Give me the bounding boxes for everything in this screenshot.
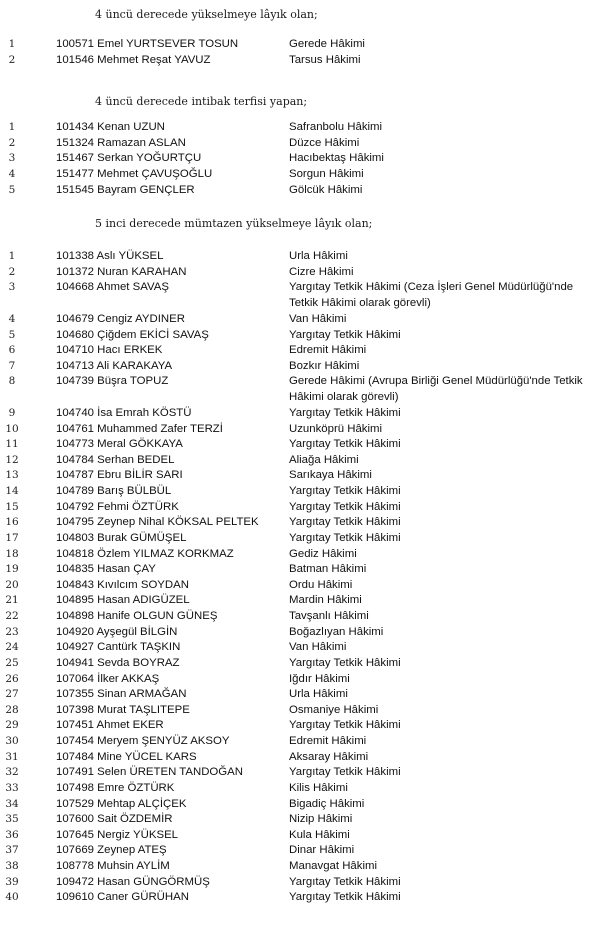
registry-and-name: 107669 Zeynep ATEŞ [56,844,167,857]
registry-and-name: 104787 Ebru BİLİR SARI [56,469,183,482]
list-item [0,672,600,687]
list-item [0,53,600,68]
item-number: 30 [5,735,19,747]
position-title: Yargıtay Tetkik Hâkimi [289,438,401,451]
item-number: 28 [5,703,19,716]
list-item [0,593,600,608]
list-item [0,437,600,452]
position-title: Van Hâkimi [289,641,347,654]
item-number: 4 [8,167,16,180]
list-item [0,781,600,796]
registry-and-name: 107454 Meryem ŞENYÜZ AKSOY [56,735,230,747]
item-number: 3 [8,152,16,165]
registry-and-name: 151545 Bayram GENÇLER [56,183,195,196]
registry-and-name: 104792 Fehmi ÖZTÜRK [56,500,179,513]
position-title: Gerede Hâkimi (Avrupa Birliği Genel Müdürlüğü'nde Tetkik Hâkimi olarak görevli) [289,375,583,403]
position-title: Tarsus Hâkimi [289,53,361,66]
registry-and-name: 104784 Serhan BEDEL [56,453,175,466]
registry-and-name: 107064 İlker AKKAŞ [56,672,160,685]
item-number: 31 [5,750,19,763]
registry-and-name: 104773 Meral GÖKKAYA [56,438,183,451]
list-item [0,167,600,182]
registry-and-name: 107529 Mehtap ALÇİÇEK [56,797,187,810]
position-title: Ordu Hâkimi [289,578,353,591]
position-title: Yargıtay Tetkik Hâkimi [289,485,401,498]
list-item [0,562,600,577]
item-number: 2 [8,53,16,66]
list-item [0,422,600,437]
list-item [0,312,600,327]
position-title: Edremit Hâkimi [289,344,367,357]
position-title: Yargıtay Tetkik Hâkimi [289,766,401,779]
item-number: 18 [5,547,19,560]
registry-and-name: 104920 Ayşegül BİLGİN [56,625,178,638]
registry-and-name: 104941 Sevda BOYRAZ [56,656,180,669]
list-item [0,812,600,827]
position-title: Nizip Hâkimi [289,813,353,826]
list-item [0,484,600,499]
position-title: Batman Hâkimi [289,563,367,576]
registry-and-name: 104835 Hasan ÇAY [56,563,156,576]
item-number: 38 [5,859,19,872]
registry-and-name: 100571 Emel YURTSEVER TOSUN [56,38,239,50]
item-number: 39 [5,875,19,888]
list-item [0,875,600,890]
registry-and-name: 104668 Ahmet SAVAŞ [56,281,169,294]
list-item [0,687,600,702]
position-title: Iğdır Hâkimi [289,672,350,685]
item-number: 8 [8,375,16,388]
section-heading: 4 üncü derecede intibak terfisi yapan; [95,95,308,108]
position-title: Edremit Hâkimi [289,735,367,747]
position-title: Urla Hâkimi [289,250,348,262]
item-number: 17 [5,531,19,544]
position-title: Yargıtay Tetkik Hâkimi (Ceza İşleri Genel Müdürlüğü'nde Tetkik Hâkimi olarak görevli) [289,281,574,309]
list-item [0,120,600,135]
registry-and-name: 104789 Barış BÜLBÜL [56,485,172,498]
registry-and-name: 101546 Mehmet Reşat YAVUZ [56,53,211,66]
item-number: 2 [8,136,16,149]
registry-and-name: 104843 Kıvılcım SOYDAN [56,578,189,591]
item-number: 3 [8,281,16,294]
registry-and-name: 104803 Burak GÜMÜŞEL [56,531,187,544]
item-number: 40 [5,891,19,904]
registry-and-name: 107355 Sinan ARMAĞAN [56,688,187,701]
registry-and-name: 107398 Murat TAŞLITEPE [56,703,190,716]
item-number: 26 [5,672,19,685]
position-title: Urla Hâkimi [289,688,348,701]
item-number: 10 [5,422,19,435]
position-title: Gölcük Hâkimi [289,183,363,196]
list-item [0,406,600,421]
position-title: Kilis Hâkimi [289,781,348,794]
registry-and-name: 107645 Nergiz YÜKSEL [56,828,178,841]
position-title: Tavşanlı Hâkimi [289,610,369,622]
registry-and-name: 104740 İsa Emrah KÖSTÜ [56,407,192,419]
position-title: Sarıkaya Hâkimi [289,469,372,482]
item-number: 5 [8,183,16,196]
item-number: 1 [8,38,16,50]
registry-and-name: 104761 Muhammed Zafer TERZİ [56,422,223,435]
position-title: Gediz Hâkimi [289,547,357,560]
list-item [0,765,600,780]
registry-and-name: 101434 Kenan UZUN [56,121,165,133]
item-number: 1 [8,121,16,133]
item-number: 14 [5,485,19,498]
item-number: 35 [5,813,19,826]
registry-and-name: 104680 Çiğdem EKİCİ SAVAŞ [56,328,209,341]
registry-and-name: 104710 Hacı ERKEK [56,344,163,357]
registry-and-name: 104679 Cengiz AYDINER [56,312,185,325]
registry-and-name: 107451 Ahmet EKER [56,719,164,732]
item-number: 33 [5,781,19,794]
item-number: 36 [5,828,19,841]
position-title: Yargıtay Tetkik Hâkimi [289,407,401,419]
position-title: Yargıtay Tetkik Hâkimi [289,719,401,732]
registry-and-name: 101338 Aslı YÜKSEL [56,250,164,262]
registry-and-name: 151324 Ramazan ASLAN [56,136,186,149]
registry-and-name: 104795 Zeynep Nihal KÖKSAL PELTEK [56,516,259,529]
position-title: Hacıbektaş Hâkimi [289,152,384,165]
list-item [0,656,600,671]
section-heading: 4 üncü derecede yükselmeye lâyık olan; [95,8,318,21]
item-number: 24 [5,641,19,654]
registry-and-name: 107600 Sait ÖZDEMİR [56,813,173,826]
position-title: Yargıtay Tetkik Hâkimi [289,531,401,544]
registry-and-name: 151467 Serkan YOĞURTÇU [56,152,202,165]
list-item [0,734,600,749]
item-number: 5 [8,328,16,341]
item-number: 13 [5,469,19,482]
list-item [0,531,600,546]
list-item [0,37,600,52]
item-number: 37 [5,844,19,857]
position-title: Yargıtay Tetkik Hâkimi [289,891,401,904]
position-title: Uzunköprü Hâkimi [289,422,383,435]
item-number: 34 [5,797,19,810]
list-item [0,515,600,530]
registry-and-name: 104739 Büşra TOPUZ [56,375,169,388]
list-item [0,640,600,655]
registry-and-name: 104898 Hanife OLGUN GÜNEŞ [56,610,218,622]
item-number: 16 [5,516,19,529]
list-item [0,374,600,403]
position-title: Bozkır Hâkimi [289,359,360,372]
item-number: 20 [5,578,19,591]
list-item [0,468,600,483]
list-item [0,578,600,593]
item-number: 11 [5,438,19,451]
item-number: 23 [5,625,19,638]
list-item [0,890,600,905]
position-title: Dinar Hâkimi [289,844,355,857]
registry-and-name: 104927 Cantürk TAŞKIN [56,641,181,654]
list-item [0,265,600,280]
list-item [0,750,600,765]
registry-and-name: 104895 Hasan ADIGÜZEL [56,594,190,607]
registry-and-name: 101372 Nuran KARAHAN [56,265,187,278]
position-title: Manavgat Hâkimi [289,859,377,872]
item-number: 2 [8,265,16,278]
position-title: Bigadiç Hâkimi [289,797,365,810]
list-item [0,500,600,515]
position-title: Aksaray Hâkimi [289,750,369,763]
list-item [0,280,600,309]
position-title: Mardin Hâkimi [289,594,362,607]
list-item [0,328,600,343]
position-title: Yargıtay Tetkik Hâkimi [289,328,401,341]
list-item [0,453,600,468]
item-number: 32 [5,766,19,779]
item-number: 21 [5,594,19,607]
list-item [0,151,600,166]
list-item [0,703,600,718]
item-number: 22 [5,610,19,622]
section-heading: 5 inci derecede mümtazen yükselmeye lâyık olan; [95,217,373,230]
registry-and-name: 107498 Emre ÖZTÜRK [56,781,175,794]
list-item [0,359,600,374]
position-title: Yargıtay Tetkik Hâkimi [289,500,401,513]
registry-and-name: 108778 Muhsin AYLİM [56,859,170,872]
item-number: 12 [5,453,19,466]
list-item [0,249,600,264]
position-title: Sorgun Hâkimi [289,167,364,180]
list-item [0,547,600,562]
position-title: Yargıtay Tetkik Hâkimi [289,516,401,529]
item-number: 25 [5,656,19,669]
position-title: Boğazlıyan Hâkimi [289,625,384,638]
position-title: Safranbolu Hâkimi [289,121,383,133]
list-item [0,343,600,358]
position-title: Yargıtay Tetkik Hâkimi [289,656,401,669]
position-title: Kula Hâkimi [289,828,350,841]
item-number: 27 [5,688,19,701]
list-item [0,859,600,874]
item-number: 1 [8,250,16,262]
position-title: Van Hâkimi [289,312,347,325]
registry-and-name: 107484 Mine YÜCEL KARS [56,750,197,763]
position-title: Cizre Hâkimi [289,265,354,278]
list-item [0,609,600,624]
item-number: 9 [8,407,16,419]
registry-and-name: 109472 Hasan GÜNGÖRMÜŞ [56,875,210,888]
item-number: 7 [8,359,16,372]
list-item [0,625,600,640]
position-title: Gerede Hâkimi [289,38,365,50]
list-item [0,797,600,812]
list-item [0,843,600,858]
position-title: Yargıtay Tetkik Hâkimi [289,875,401,888]
list-item [0,828,600,843]
position-title: Aliağa Hâkimi [289,453,359,466]
list-item [0,136,600,151]
list-item [0,183,600,198]
registry-and-name: 107491 Selen ÜRETEN TANDOĞAN [56,766,243,779]
item-number: 6 [8,344,16,357]
position-title: Osmaniye Hâkimi [289,703,379,716]
list-item [0,718,600,733]
registry-and-name: 151477 Mehmet ÇAVUŞOĞLU [56,167,213,180]
registry-and-name: 104713 Ali KARAKAYA [56,359,173,372]
item-number: 4 [8,312,16,325]
position-title: Düzce Hâkimi [289,136,360,149]
item-number: 29 [5,719,19,732]
registry-and-name: 104818 Özlem YILMAZ KORKMAZ [56,547,234,560]
item-number: 15 [5,500,19,513]
registry-and-name: 109610 Caner GÜRÜHAN [56,891,189,904]
item-number: 19 [5,563,19,576]
